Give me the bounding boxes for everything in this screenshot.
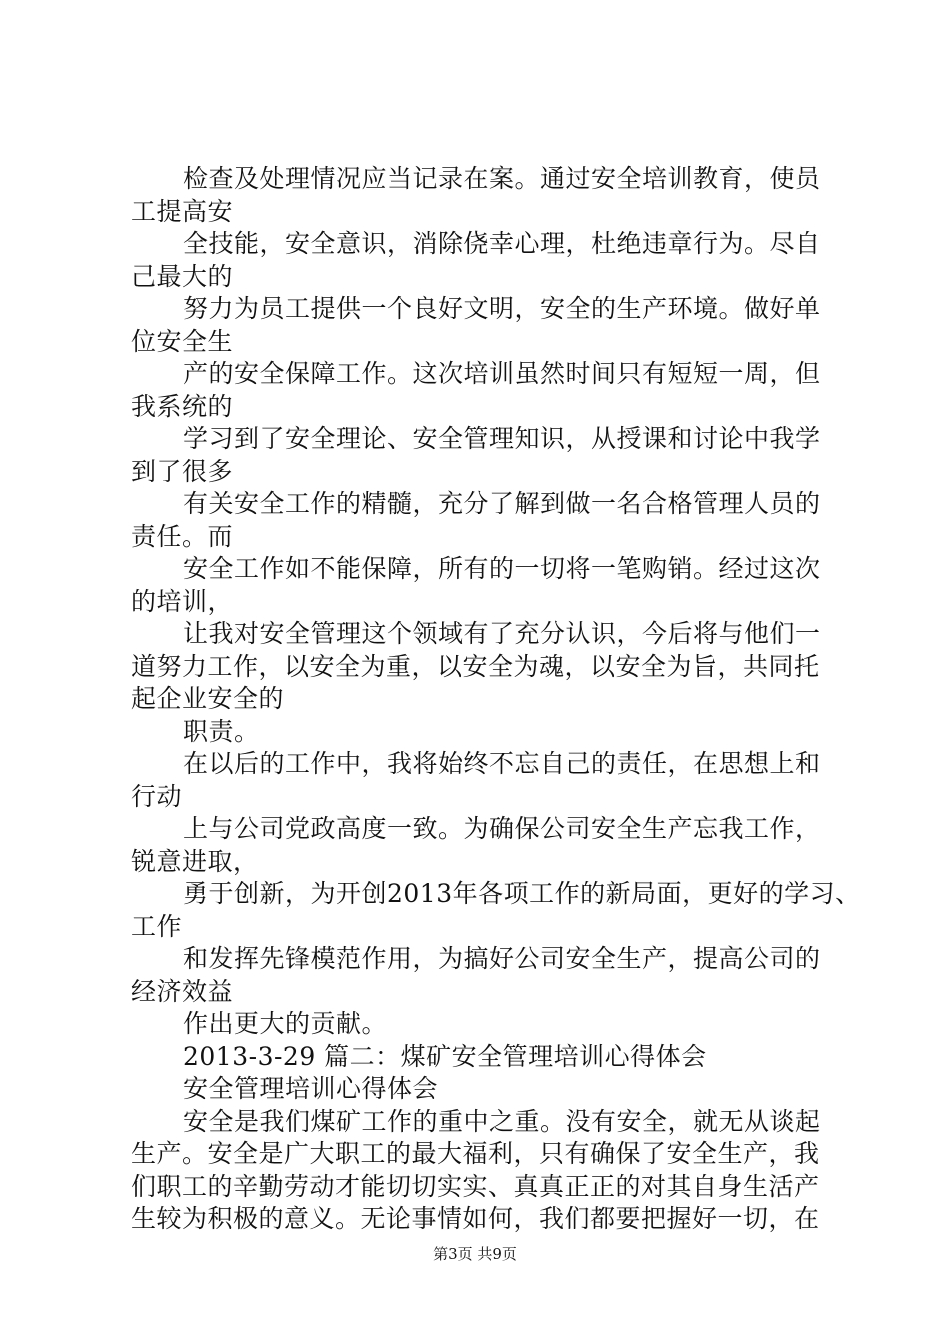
text-line: 己最大的: [131, 261, 234, 291]
text-line: 经济效益: [131, 976, 234, 1006]
text-line: 检查及处理情况应当记录在案。通过安全培训教育，使员: [183, 164, 821, 193]
text-line: 道努力工作，以安全为重，以安全为魂，以安全为旨，共同托: [131, 651, 820, 681]
text-line: 生产。安全是广大职工的最大福利，只有确保了安全生产，我: [131, 1139, 820, 1168]
text-line: 让我对安全管理这个领域有了充分认识，今后将与他们一: [183, 619, 821, 648]
text-line: 职责。: [183, 716, 260, 746]
text-line: 我系统的: [131, 391, 234, 421]
text-line: 位安全生: [131, 326, 234, 356]
text-line: 行动: [131, 781, 183, 811]
text-line: 和发挥先锋模范作用，为搞好公司安全生产，提高公司的: [183, 944, 821, 973]
text-line: 上与公司党政高度一致。为确保公司安全生产忘我工作，: [183, 814, 821, 843]
text-line: 责任。而: [131, 521, 234, 551]
text-line: 在以后的工作中，我将始终不忘自己的责任，在思想上和: [183, 749, 821, 778]
text-line: 起企业安全的: [131, 684, 285, 713]
text-line: 锐意进取，: [131, 846, 259, 876]
text-line: 生较为积极的意义。无论事情如何，我们都要把握好一切，在: [131, 1204, 820, 1233]
text-line: 的培训，: [131, 586, 234, 616]
text-line: 工提高安: [131, 196, 234, 226]
text-line: 安全是我们煤矿工作的重中之重。没有安全，就无从谈起: [183, 1106, 821, 1136]
text-line: 安全管理培训心得体会: [183, 1074, 439, 1103]
text-line: 安全工作如不能保障，所有的一切将一笔购销。经过这次: [183, 554, 821, 583]
text-line: 到了很多: [131, 456, 234, 486]
document-body: [131, 163, 861, 1236]
text-line: 们职工的辛勤劳动才能切切实实、真真正正的对其自身生活产: [131, 1171, 820, 1201]
text-line: 产的安全保障工作。这次培训虽然时间只有短短一周，但: [183, 359, 821, 388]
page-footer: 第3页 共9页: [433, 1245, 517, 1263]
text-line: 学习到了安全理论、安全管理知识，从授课和讨论中我学: [183, 424, 821, 453]
text-line: 2013-3-29 篇二：煤矿安全管理培训心得体会: [183, 1041, 707, 1071]
text-line: 全技能，安全意识，消除侥幸心理，杜绝违章行为。尽自: [183, 229, 821, 258]
text-line: 作出更大的贡献。: [183, 1009, 388, 1038]
text-line: 工作: [131, 911, 183, 941]
text-line: 努力为员工提供一个良好文明，安全的生产环境。做好单: [183, 294, 821, 323]
text-line: 勇于创新，为开创2013年各项工作的新局面，更好的学习、: [183, 879, 861, 908]
text-line: 有关安全工作的精髓，充分了解到做一名合格管理人员的: [183, 489, 821, 518]
